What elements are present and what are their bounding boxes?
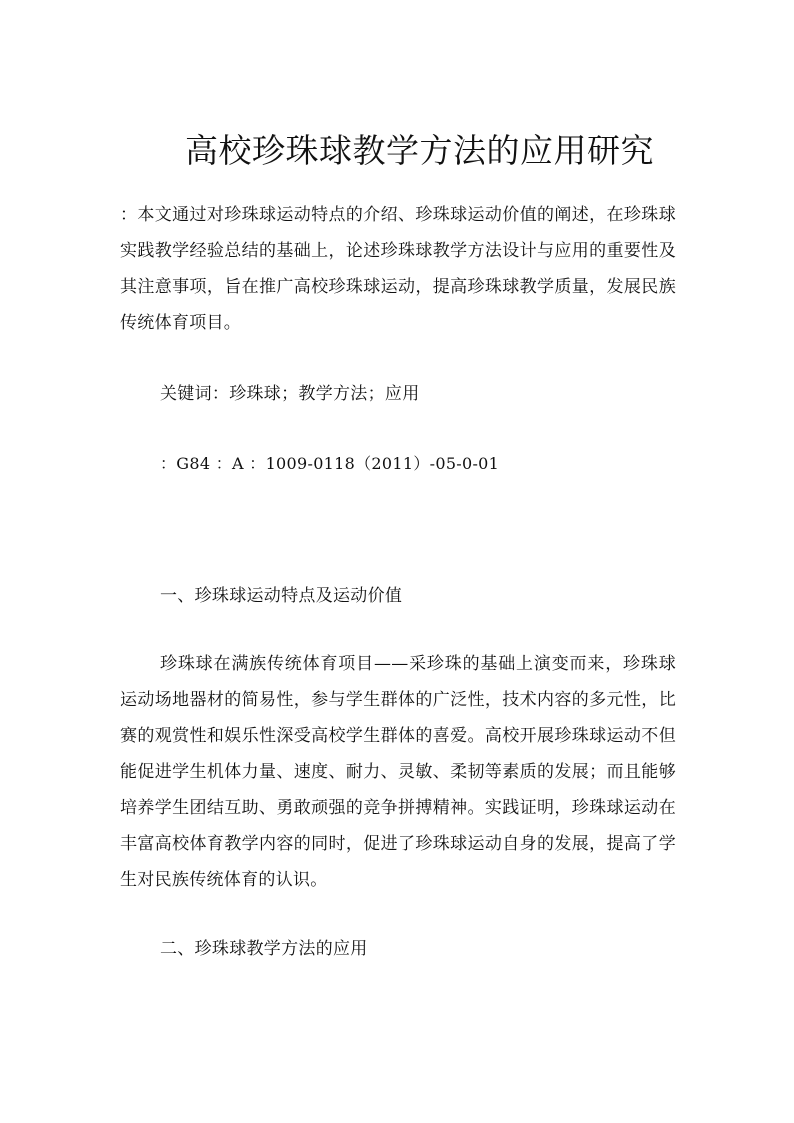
section-heading-2: 二、珍珠球教学方法的应用 xyxy=(160,939,368,959)
document-title: 高校珍珠球教学方法的应用研究 xyxy=(185,131,654,170)
abstract-paragraph: ：本文通过对珍珠球运动特点的介绍、珍珠球运动价值的阐述，在珍珠球实践教学经验总结的基础上，论述珍珠球教学方法设计与应用的重要性及其注意事项，旨在推广高校珍珠球运动，提高珍珠球教学质量，发展民族传统体育项目。 xyxy=(120,205,676,333)
keywords-line: 关键词：珍珠球；教学方法；应用 xyxy=(160,384,420,404)
classification-line: ：G84 ：A ：1009-0118（2011）-05-0-01 xyxy=(160,454,500,473)
section-1-paragraph: 珍珠球在满族传统体育项目——采珍珠的基础上演变而来，珍珠球运动场地器材的简易性，参与学生群体的广泛性，技术内容的多元性，比赛的观赏性和娱乐性深受高校学生群体的喜爱。高校开展珍珠球运动不但能促进学生机体力量、速度、耐力、灵敏、柔韧等素质的发展；而且能够培养学生团结互助、勇敢顽强的竞争拼搏精神。实践证明，珍珠球运动在丰富高校体育教学内容的同时，促进了珍珠球运动自身的发展，提高了学生对民族传统体育的认识。 xyxy=(120,654,676,890)
section-heading-1: 一、珍珠球运动特点及运动价值 xyxy=(160,586,403,606)
